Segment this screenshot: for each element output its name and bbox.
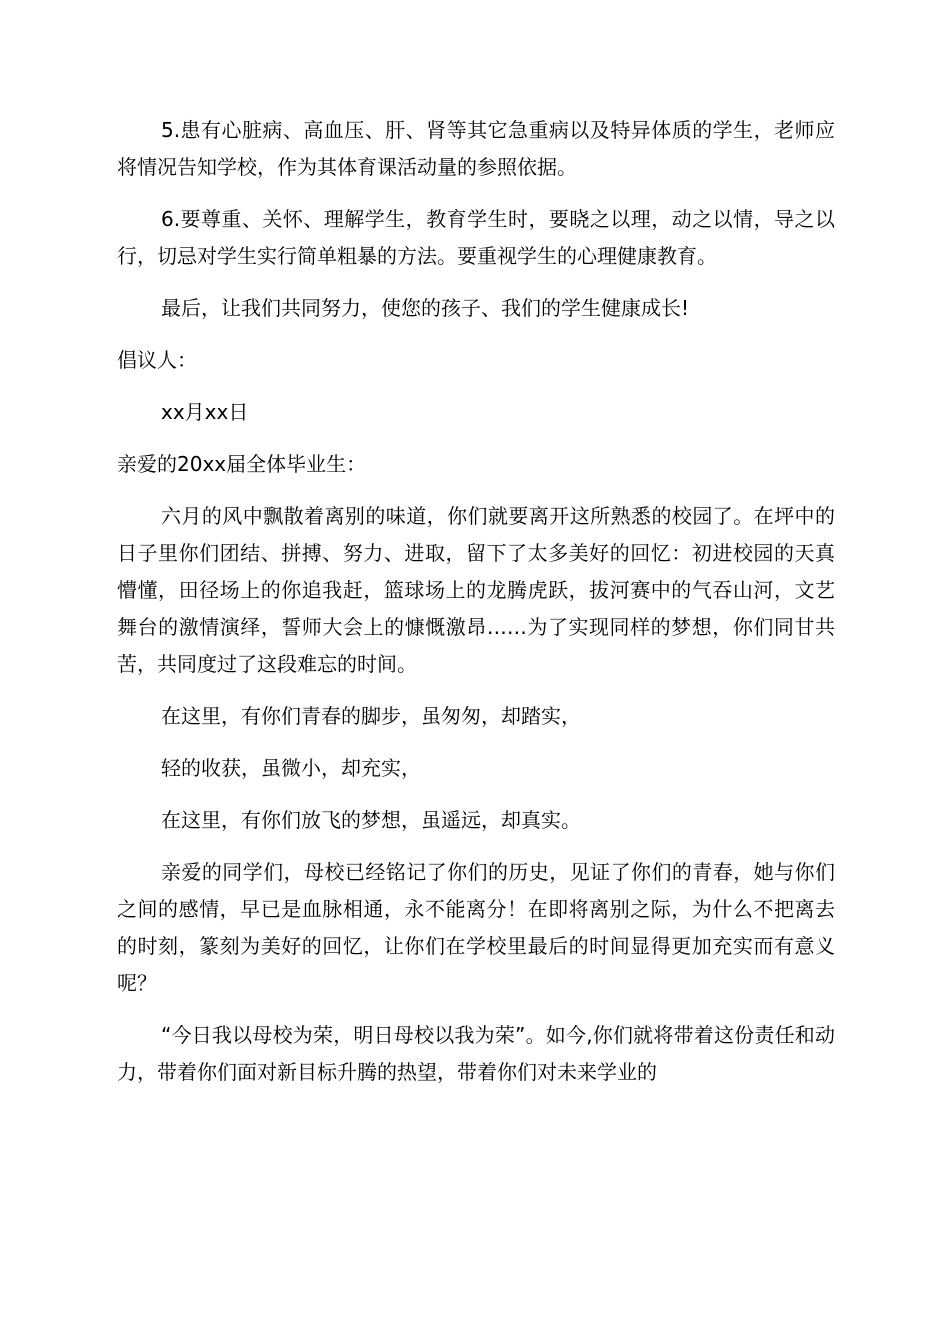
paragraph-dear-students: 亲爱的同学们，母校已经铭记了你们的历史，见证了你们的青春，她与你们之间的感情，早已是血脉相通，永不能离分！在即将离别之际，为什么不把离去的时刻，篆刻为美好的回忆，让你们在学校里最后的时间显得更加充实而有意义呢？ [117,860,835,995]
closing-paragraph: 最后，让我们共同努力，使您的孩子、我们的学生健康成长! [161,296,690,320]
paragraph-school-pride: “今日我以母校为荣，明日母校以我为荣”。如今,你们就将带着这份责任和动力，带着你们面对新目标升腾的热望，带着你们对未来学业的 [117,1023,835,1084]
date-line: xx月xx日 [161,400,249,424]
paragraph-item-5: 5.患有心脏病、高血压、肝、肾等其它急重病以及特异体质的学生，老师应将情况告知学校，作为其体育课活动量的参照依据。 [117,118,835,179]
paragraph-harvest: 轻的收获，虽微小，却充实， [161,756,421,780]
paragraph-june-wind: 六月的风中飘散着离别的味道，你们就要离开这所熟悉的校园了。在坪中的日子里你们团结、拼搏、努力、进取，留下了太多美好的回忆：初进校园的天真懵懂，田径场上的你追我赶，篮球场上的龙腾虎跃，拔河赛中的气吞山河，文艺舞台的激情演绎，誓师大会上的慷慨激昂……为了实现同样的梦想，你们同甘共苦，共同度过了这段难忘的时间。 [117,504,835,676]
paragraph-item-6: 6.要尊重、关怀、理解学生，教育学生时，要晓之以理，动之以情，导之以行，切忌对学生实行简单粗暴的方法。要重视学生的心理健康教育。 [117,207,835,268]
document-body [117,112,835,1106]
letter-salutation: 亲爱的20xx届全体毕业生： [117,452,367,476]
paragraph-dreams: 在这里，有你们放飞的梦想，虽遥远，却真实。 [161,808,581,832]
initiator-label: 倡议人： [117,348,197,372]
paragraph-youth-steps: 在这里，有你们青春的脚步，虽匆匆，却踏实， [161,704,581,728]
